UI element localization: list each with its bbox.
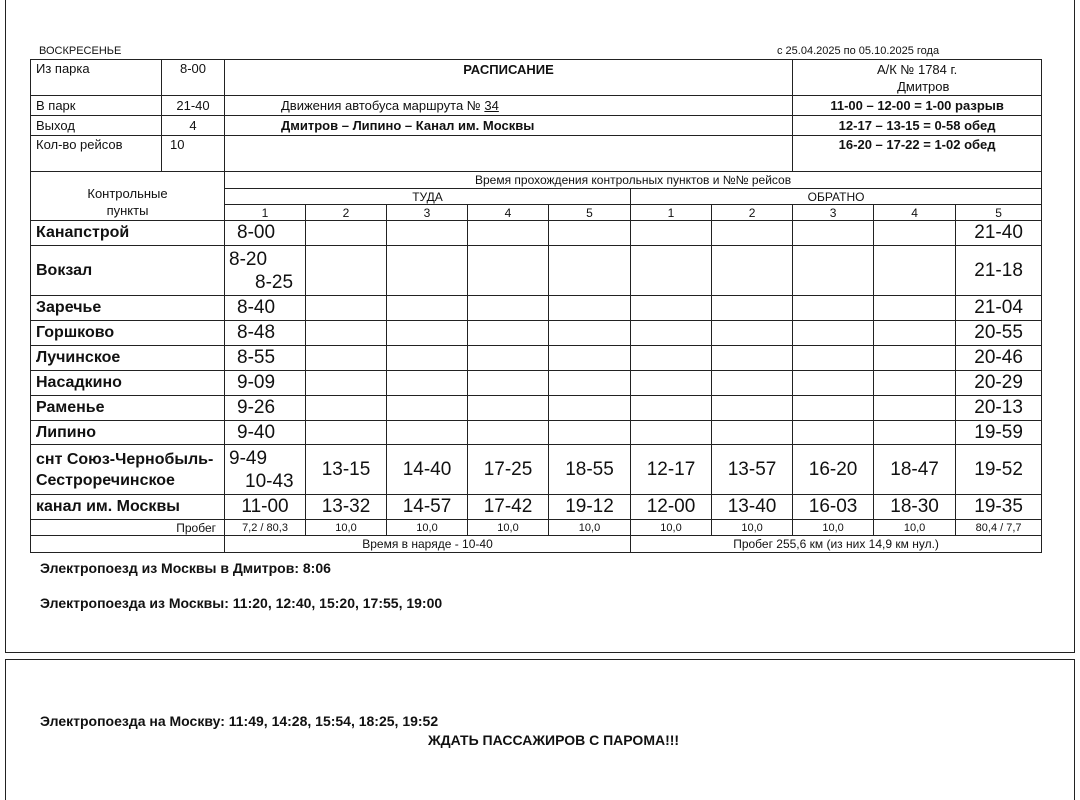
time-cell: 19-12 xyxy=(549,495,631,520)
break-2: 12-17 – 13-15 = 0-58 обед xyxy=(793,116,1042,136)
table-row xyxy=(31,346,1042,371)
mileage-row xyxy=(31,520,1042,536)
table-row xyxy=(31,445,1042,495)
time-cell: 13-40 xyxy=(712,495,793,520)
time-cell: 9-40 xyxy=(225,421,306,445)
time-cell: 14-57 xyxy=(387,495,468,520)
time-cell: 12-00 xyxy=(631,495,712,520)
depart-value: 8-00 xyxy=(162,60,225,96)
trip-number: 5 xyxy=(956,205,1042,221)
trip-number: 4 xyxy=(874,205,956,221)
return-label: В парк xyxy=(31,96,162,116)
depart-label: Из парка xyxy=(31,60,162,96)
stop-name-line2: Сестроречинское xyxy=(36,471,175,489)
mileage-label: Пробег xyxy=(31,520,225,536)
time-cell: 8-40 xyxy=(225,296,306,321)
time-cell: 20-55 xyxy=(956,321,1042,346)
back-header: ОБРАТНО xyxy=(631,189,1042,205)
stop-name: Вокзал xyxy=(31,246,225,296)
duty-time: Время в наряде - 10-40 xyxy=(225,536,631,553)
trips-label: Кол-во рейсов xyxy=(31,136,162,172)
mileage-cell: 10,0 xyxy=(549,520,631,536)
schedule-title: РАСПИСАНИЕ xyxy=(225,60,793,96)
stop-name: канал им. Москвы xyxy=(31,495,225,520)
stop-name: Раменье xyxy=(31,396,225,421)
checkpoints-header xyxy=(31,172,225,221)
time-cell: 20-13 xyxy=(956,396,1042,421)
time-cell: 9-26 xyxy=(225,396,306,421)
time-cell: 19-35 xyxy=(956,495,1042,520)
stop-name: Липино xyxy=(31,421,225,445)
table-row xyxy=(31,495,1042,520)
schedule-table xyxy=(30,59,1042,553)
trip-number: 3 xyxy=(387,205,468,221)
route-name: Дмитров – Липино – Канал им. Москвы xyxy=(225,116,793,136)
second-page xyxy=(5,659,1075,800)
depot-info xyxy=(793,60,1042,96)
time-cell: 13-15 xyxy=(306,445,387,495)
stop-name: Горшково xyxy=(31,321,225,346)
passage-header: Время прохождения контрольных пунктов и №№ рейсов xyxy=(225,172,1042,189)
total-mileage: Пробег 255,6 км (из них 14,9 км нул.) xyxy=(631,536,1042,553)
time-cell: 8-55 xyxy=(225,346,306,371)
trains-from-moscow: Электропоезда из Москвы: 11:20, 12:40, 15:20, 17:55, 19:00 xyxy=(40,595,443,611)
stop-name-snt xyxy=(31,445,225,495)
depot-line2: Дмитров xyxy=(897,79,950,94)
validity-period: с 25.04.2025 по 05.10.2025 года xyxy=(777,45,940,57)
checkpoints-label-2: пункты xyxy=(106,203,149,218)
time-cell: 11-00 xyxy=(225,495,306,520)
train-to-dmitrov: Электропоезд из Москвы в Дмитров: 8:06 xyxy=(40,560,331,576)
trip-number: 2 xyxy=(712,205,793,221)
time-cell-double xyxy=(225,445,306,495)
exit-value: 4 xyxy=(162,116,225,136)
checkpoints-label-1: Контрольные xyxy=(87,186,168,201)
mileage-cell: 10,0 xyxy=(793,520,874,536)
mileage-cell: 7,2 / 80,3 xyxy=(225,520,306,536)
time-cell: 18-55 xyxy=(549,445,631,495)
trip-number: 1 xyxy=(225,205,306,221)
trip-number: 3 xyxy=(793,205,874,221)
table-row xyxy=(31,246,1042,296)
stop-name: Канапстрой xyxy=(31,221,225,246)
route-text: Движения автобуса маршрута № xyxy=(281,98,481,113)
mileage-cell: 10,0 xyxy=(306,520,387,536)
time-cell: 13-57 xyxy=(712,445,793,495)
mileage-cell: 10,0 xyxy=(468,520,549,536)
mileage-cell: 10,0 xyxy=(712,520,793,536)
mileage-cell: 10,0 xyxy=(387,520,468,536)
trains-to-moscow: Электропоезда на Москву: 11:49, 14:28, 15:54, 18:25, 19:52 xyxy=(40,713,439,729)
route-number: 34 xyxy=(484,98,499,113)
time-cell: 20-46 xyxy=(956,346,1042,371)
empty-cell xyxy=(225,136,793,172)
table-row xyxy=(31,221,1042,246)
day-label: ВОСКРЕСЕНЬЕ xyxy=(39,45,122,57)
there-header: ТУДА xyxy=(225,189,631,205)
time-cell: 13-32 xyxy=(306,495,387,520)
time-cell: 20-29 xyxy=(956,371,1042,396)
break-3: 16-20 – 17-22 = 1-02 обед xyxy=(793,136,1042,172)
time-cell: 17-25 xyxy=(468,445,549,495)
time-cell: 18-47 xyxy=(874,445,956,495)
table-row xyxy=(31,321,1042,346)
stop-name: Насадкино xyxy=(31,371,225,396)
time-cell: 21-04 xyxy=(956,296,1042,321)
time-cell: 19-52 xyxy=(956,445,1042,495)
trips-value: 10 xyxy=(162,136,225,172)
table-row xyxy=(31,371,1042,396)
trip-number: 4 xyxy=(468,205,549,221)
trip-number: 1 xyxy=(631,205,712,221)
table-row xyxy=(31,421,1042,445)
time-cell: 16-20 xyxy=(793,445,874,495)
stop-name: Лучинское xyxy=(31,346,225,371)
time-cell-double xyxy=(225,246,306,296)
mileage-cell: 10,0 xyxy=(631,520,712,536)
time-cell: 21-18 xyxy=(956,246,1042,296)
time-cell: 17-42 xyxy=(468,495,549,520)
time-cell: 8-00 xyxy=(225,221,306,246)
time-cell: 14-40 xyxy=(387,445,468,495)
arrival-time: 9-49 xyxy=(229,447,268,469)
time-cell: 12-17 xyxy=(631,445,712,495)
table-row xyxy=(31,296,1042,321)
arrival-time: 8-20 xyxy=(229,248,268,270)
mileage-cell: 10,0 xyxy=(874,520,956,536)
stop-name: Заречье xyxy=(31,296,225,321)
route-line xyxy=(225,96,793,116)
return-value: 21-40 xyxy=(162,96,225,116)
break-1: 11-00 – 12-00 = 1-00 разрыв xyxy=(793,96,1042,116)
trip-number: 5 xyxy=(549,205,631,221)
time-cell: 18-30 xyxy=(874,495,956,520)
departure-time: 10-43 xyxy=(245,470,294,492)
time-cell: 16-03 xyxy=(793,495,874,520)
departure-time: 8-25 xyxy=(255,271,294,293)
summary-row xyxy=(31,536,1042,553)
stop-name-line1: снт Союз-Чернобыль- xyxy=(36,450,214,468)
time-cell: 19-59 xyxy=(956,421,1042,445)
time-cell: 9-09 xyxy=(225,371,306,396)
mileage-cell: 80,4 / 7,7 xyxy=(956,520,1042,536)
ferry-warning: ЖДАТЬ ПАССАЖИРОВ С ПАРОМА!!! xyxy=(428,732,680,748)
time-cell: 8-48 xyxy=(225,321,306,346)
time-cell: 21-40 xyxy=(956,221,1042,246)
trip-number: 2 xyxy=(306,205,387,221)
exit-label: Выход xyxy=(31,116,162,136)
depot-line1: А/К № 1784 г. xyxy=(876,62,958,77)
table-row xyxy=(31,396,1042,421)
